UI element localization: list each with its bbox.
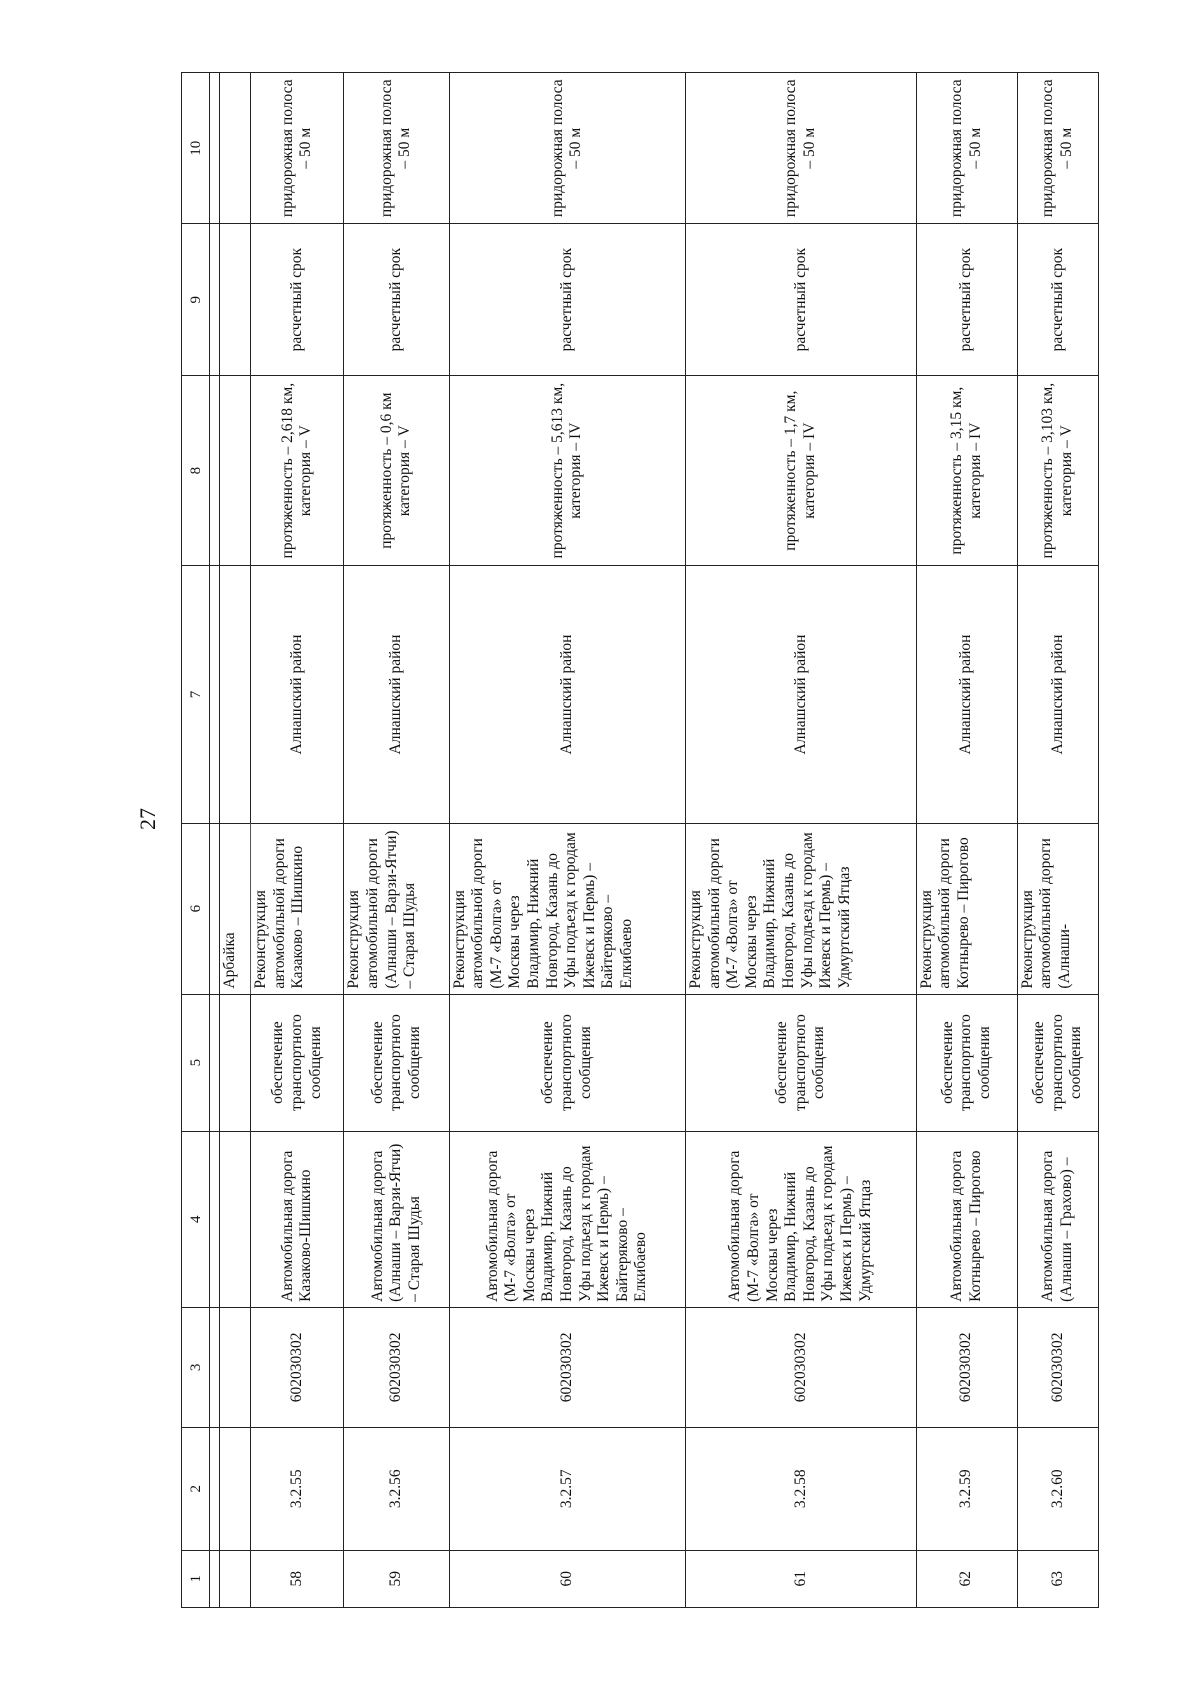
row-zone: придорожная полоса – 50 м (686, 73, 917, 224)
row-purpose: обеспечение транспортного сообщения (251, 994, 344, 1131)
row-location: Алнашский район (251, 566, 344, 823)
row-okato: 602030302 (251, 1307, 344, 1427)
planning-table-rotated (181, 72, 1099, 1608)
row-characteristics: протяженность – 5,613 км, категория – IV (449, 375, 686, 566)
row-code: 3.2.58 (686, 1427, 917, 1550)
row-object: Автомобильная дорога Казаково-Шишкино (251, 1131, 344, 1307)
row-zone: придорожная полоса – 50 м (251, 73, 344, 224)
column-number: 6 (182, 823, 210, 994)
row-number: 58 (251, 1550, 344, 1607)
row-location: Алнашский район (344, 566, 449, 823)
table-row (1017, 73, 1098, 1608)
row-object: Автомобильная дорога (М-7 «Волга» от Москвы через Владимир, Нижний Новгород, Казань до Уфы подъезд к городам Ижевск и Пермь) – Удмуртский Ятцаз (686, 1131, 917, 1307)
row-characteristics: протяженность – 3,15 км, категория – IV (916, 375, 1017, 566)
column-number: 1 (182, 1550, 210, 1607)
row-number: 61 (686, 1550, 917, 1607)
continuation-text: Арбайка (220, 823, 251, 994)
row-purpose: обеспечение транспортного сообщения (916, 994, 1017, 1131)
row-characteristics: протяженность – 2,618 км, категория – V (251, 375, 344, 566)
column-number: 5 (182, 994, 210, 1131)
row-zone: придорожная полоса – 50 м (1017, 73, 1098, 224)
row-code: 3.2.56 (344, 1427, 449, 1550)
row-object: Автомобильная дорога (Алнаши – Грахово) – (1017, 1131, 1098, 1307)
row-event: Реконструкция автомобильной дороги (М-7 «Волга» от Москвы через Владимир, Нижний Новгород, Казань до Уфы подъезд к городам Ижевск и Пермь) – Байтеряково – Елкибаево (449, 823, 686, 994)
row-number: 59 (344, 1550, 449, 1607)
row-code: 3.2.59 (916, 1427, 1017, 1550)
row-code: 3.2.55 (251, 1427, 344, 1550)
row-okato: 602030302 (344, 1307, 449, 1427)
column-number: 10 (182, 73, 210, 224)
row-purpose: обеспечение транспортного сообщения (344, 994, 449, 1131)
row-number: 60 (449, 1550, 686, 1607)
row-term: расчетный срок (1017, 224, 1098, 375)
row-purpose: обеспечение транспортного сообщения (449, 994, 686, 1131)
row-term: расчетный срок (344, 224, 449, 375)
row-location: Алнашский район (686, 566, 917, 823)
row-okato: 602030302 (916, 1307, 1017, 1427)
row-zone: придорожная полоса – 50 м (344, 73, 449, 224)
row-term: расчетный срок (251, 224, 344, 375)
row-okato: 602030302 (1017, 1307, 1098, 1427)
table-row (916, 73, 1017, 1608)
row-event: Реконструкция автомобильной дороги Котнырево – Пирогово (916, 823, 1017, 994)
row-event: Реконструкция автомобильной дороги Казаково – Шишкино (251, 823, 344, 994)
table-row (251, 73, 344, 1608)
row-characteristics: протяженность – 0,6 км категория – V (344, 375, 449, 566)
column-number: 7 (182, 566, 210, 823)
row-term: расчетный срок (916, 224, 1017, 375)
column-number: 8 (182, 375, 210, 566)
row-object: Автомобильная дорога (Алнаши – Варзи-Ятчи) – Старая Шудья (344, 1131, 449, 1307)
column-number: 3 (182, 1307, 210, 1427)
separator-band (210, 73, 220, 1608)
row-characteristics: протяженность – 3,103 км, категория – V (1017, 375, 1098, 566)
row-number: 62 (916, 1550, 1017, 1607)
row-location: Алнашский район (916, 566, 1017, 823)
column-number: 4 (182, 1131, 210, 1307)
row-purpose: обеспечение транспортного сообщения (1017, 994, 1098, 1131)
row-characteristics: протяженность – 1,7 км, категория – IV (686, 375, 917, 566)
row-term: расчетный срок (686, 224, 917, 375)
column-number: 2 (182, 1427, 210, 1550)
planning-table (181, 72, 1099, 1608)
row-location: Алнашский район (449, 566, 686, 823)
row-event: Реконструкция автомобильной дороги (Алнаши – Варзи-Ятчи) – Старая Шудья (344, 823, 449, 994)
continuation-row (220, 73, 251, 1608)
table-row (449, 73, 686, 1608)
row-okato: 602030302 (449, 1307, 686, 1427)
row-object: Автомобильная дорога (М-7 «Волга» от Москвы через Владимир, Нижний Новгород, Казань до Уфы подъезд к городам Ижевск и Пермь) – Байтеряково – Елкибаево (449, 1131, 686, 1307)
row-location: Алнашский район (1017, 566, 1098, 823)
row-object: Автомобильная дорога Котнырево – Пирогово (916, 1131, 1017, 1307)
page-number: 27 (135, 808, 160, 830)
row-event: Реконструкция автомобильной дороги (Алнаши- (1017, 823, 1098, 994)
row-term: расчетный срок (449, 224, 686, 375)
column-number-row (182, 73, 210, 1608)
row-purpose: обеспечение транспортного сообщения (686, 994, 917, 1131)
table-row (686, 73, 917, 1608)
column-number: 9 (182, 224, 210, 375)
row-zone: придорожная полоса – 50 м (449, 73, 686, 224)
row-code: 3.2.60 (1017, 1427, 1098, 1550)
row-code: 3.2.57 (449, 1427, 686, 1550)
row-number: 63 (1017, 1550, 1098, 1607)
row-zone: придорожная полоса – 50 м (916, 73, 1017, 224)
table-row (344, 73, 449, 1608)
row-okato: 602030302 (686, 1307, 917, 1427)
row-event: Реконструкция автомобильной дороги (М-7 «Волга» от Москвы через Владимир, Нижний Новгород, Казань до Уфы подъезд к городам Ижевск и Пермь) – Удмуртский Ятцаз (686, 823, 917, 994)
